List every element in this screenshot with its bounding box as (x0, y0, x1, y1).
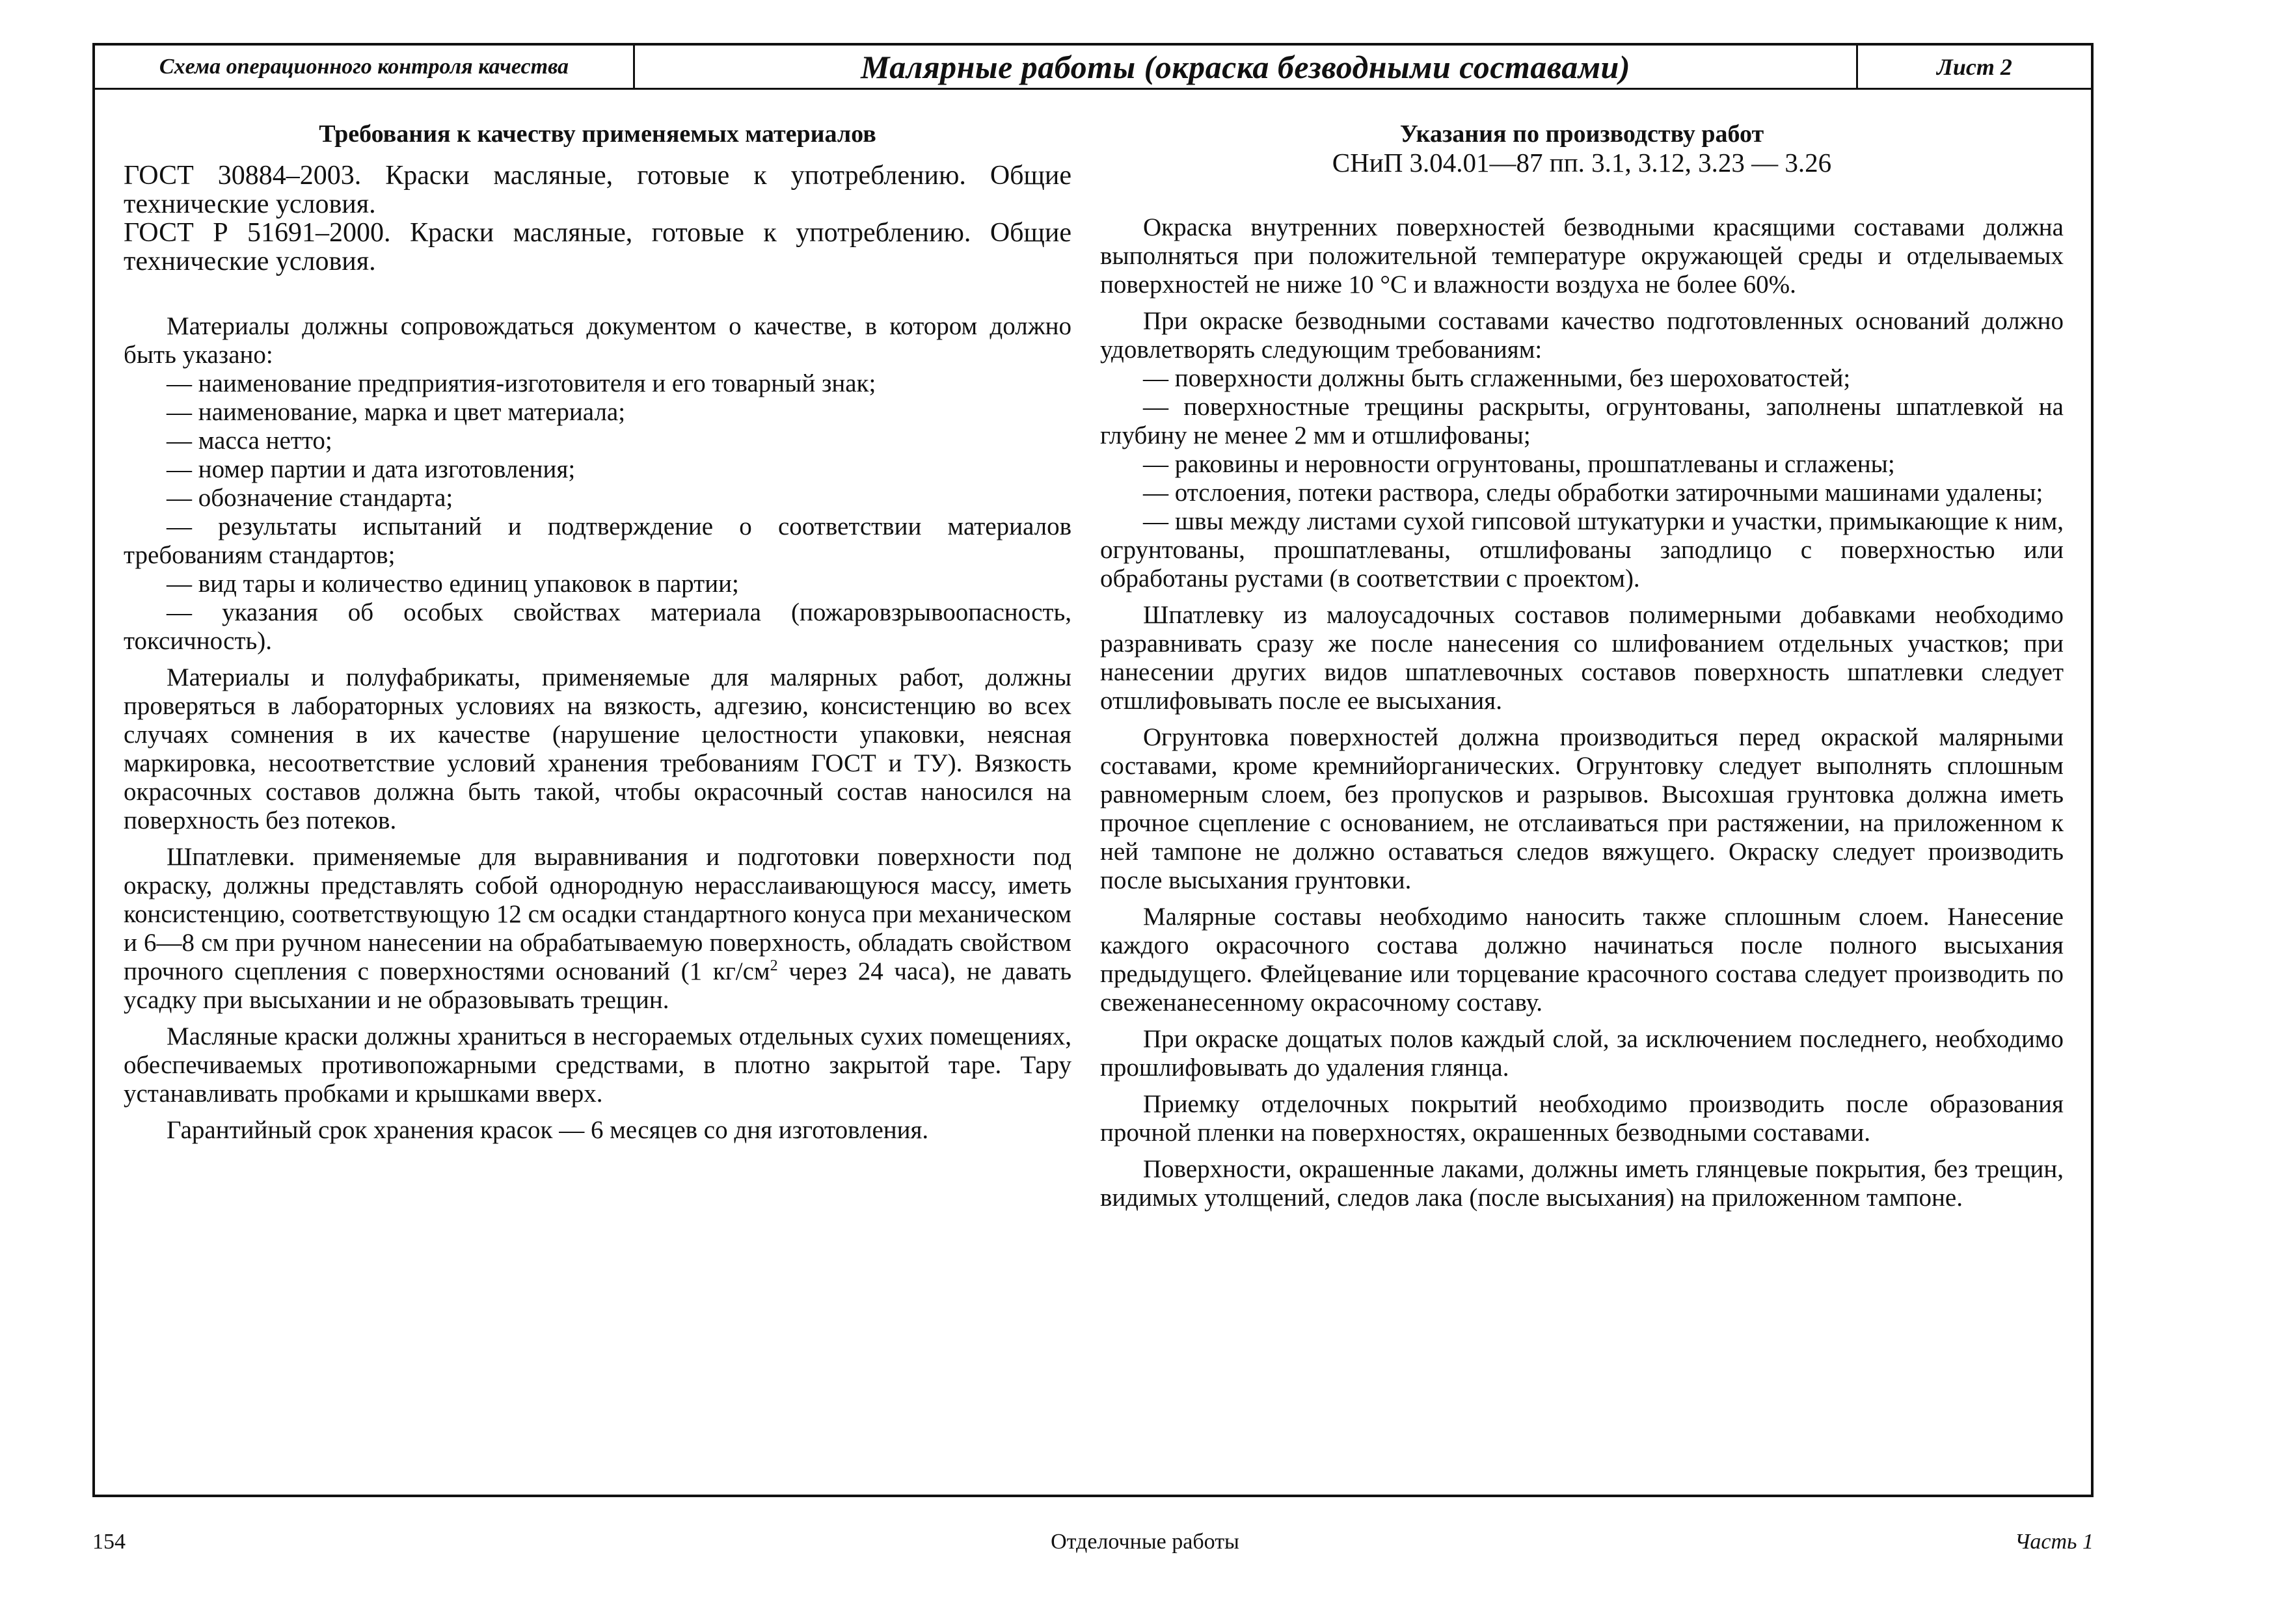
paragraph: Огрунтовка поверхностей должна производиться перед окраской малярными составами, кроме кремнийорганических. Огрунтовку следует выполнять сплошным равномерным слоем, без пропусков и разрывов. Высохшая грунтовка должна иметь прочное сцепление с основанием, не отслаиваться при растяжении, на приложенном к ней тампоне не должно оставаться следов вяжущего. Окраску следует производить после высыхания грунтовки. (1100, 723, 2064, 894)
paragraph: Материалы должны сопровождаться документом о качестве, в котором должно быть указано: (124, 312, 1071, 369)
list-item: — номер партии и дата изготовления; (167, 455, 576, 483)
paragraph-text: через 24 часа), не давать усадку при высыхании и не образовывать трещин. (124, 957, 1071, 1014)
paragraph: Малярные составы необходимо наносить также сплошным слоем. Нанесение каждого окрасочного состава должно начинаться после полного высыхания предыдущего. Флейцевание или торцевание красочного состава следует производить по свеженанесенному окрасочному составу. (1100, 903, 2064, 1017)
paragraph: Гарантийный срок хранения красок — 6 месяцев со дня изготовления. (167, 1116, 929, 1144)
list-item: — масса нетто; (167, 427, 332, 455)
list-item: — швы между листами сухой гипсовой штукатурки и участки, примыкающие к ним, огрунтованы, прошпатлеваны, отшлифованы заподлицо с поверхностью или обработаны рустами (в соответствии с проектом). (1100, 507, 2064, 592)
scheme-label: Схема операционного контроля качества (95, 46, 635, 88)
page-number: 154 (92, 1530, 126, 1554)
paragraph: Масляные краски должны храниться в несгораемых отдельных сухих помещениях, обеспечиваемых противопожарными средствами, в плотно закрытой таре. Тару устанавливать пробками и крышками вверх. (124, 1022, 1071, 1108)
paragraph: Приемку отделочных покрытий необходимо производить после образования прочной пленки на поверхностях, окрашенных безводными составами. (1100, 1090, 2064, 1147)
paragraph: Материалы и полуфабрикаты, применяемые для малярных работ, должны проверяться в лабораторных условиях на вязкость, адгезию, консистенцию во всех случаях сомнения в их качестве (нарушение целостности упаковки, неясная маркировка, несоответствие условий хранения требованиям ГОСТ и ТУ). Вязкость окрасочных составов должна быть такой, чтобы окрасочный состав наносился на поверхность без потеков. (124, 663, 1071, 834)
snip-reference: СНиП 3.04.01—87 пп. 3.1, 3.12, 3.23 — 3.26 (1332, 148, 1832, 178)
list-item: — результаты испытаний и подтверждение о соответствии материалов требованиям стандартов; (124, 512, 1071, 569)
superscript: 2 (770, 957, 778, 974)
paragraph: Поверхности, окрашенные лаками, должны иметь глянцевые покрытия, без трещин, видимых утолщений, следов лака (после высыхания) на приложенном тампоне. (1100, 1155, 2064, 1212)
list-item: — наименование, марка и цвет материала; (167, 398, 626, 426)
list-item: — обозначение стандарта; (167, 484, 453, 512)
gost-reference: ГОСТ Р 51691–2000. Краски масляные, готовые к употреблению. Общие технические условия. (124, 218, 1071, 276)
paragraph: При окраске дощатых полов каждый слой, за исключением последнего, необходимо прошлифовывать до удаления глянца. (1100, 1025, 2064, 1082)
right-column (1100, 120, 2064, 1212)
page-title: Малярные работы (окраска безводными составами) (635, 46, 1858, 88)
paragraph (124, 843, 1071, 1015)
footer-part: Часть 1 (2014, 1530, 2094, 1554)
list-item: — поверхности должны быть сглаженными, без шероховатостей; (1143, 364, 1851, 392)
page-frame (92, 43, 2094, 1497)
paragraph: Шпатлевку из малоусадочных составов полимерными добавками необходимо разравнивать сразу же после нанесения со шлифованием отдельных участков; при нанесении других видов шпатлевочных составов поверхность шпатлевки следует отшлифовывать после ее высыхания. (1100, 601, 2064, 715)
paragraph: При окраске безводными составами качество подготовленных оснований должно удовлетворять следующим требованиям: (1100, 307, 2064, 364)
left-column (124, 120, 1071, 1145)
list-item: — раковины и неровности огрунтованы, прошпатлеваны и сглажены; (1143, 450, 1895, 478)
footer-section: Отделочные работы (1051, 1530, 1239, 1554)
list-item: — вид тары и количество единиц упаковок в партии; (167, 570, 739, 598)
list-item: — наименование предприятия-изготовителя и его товарный знак; (167, 369, 876, 397)
sheet-number: Лист 2 (1937, 53, 2012, 80)
header-table (95, 46, 2091, 90)
materials-heading: Требования к качеству применяемых материалов (319, 120, 876, 148)
gost-reference: ГОСТ 30884–2003. Краски масляные, готовые к употреблению. Общие технические условия. (124, 161, 1071, 219)
paragraph-text: Шпатлевки. применяемые для выравнивания и подготовки поверхности под окраску, должны представлять собой однородную нерасслаивающуюся массу, иметь консистенцию, соответствующую 12 см осадки стандартного конуса при механическом и 6—8 см при ручном нанесении на обрабатываемую поверхность, обладать свойством прочного сцепления с поверхностями оснований (1 кг/см (124, 843, 1071, 985)
instructions-heading: Указания по производству работ (1399, 120, 1764, 148)
list-item: — указания об особых свойствах материала (пожаровзрывоопасность, токсичность). (124, 598, 1071, 655)
list-item: — поверхностные трещины раскрыты, огрунтованы, заполнены шпатлевкой на глубину не менее 2 мм и отшлифованы; (1100, 393, 2064, 449)
paragraph: Окраска внутренних поверхностей безводными красящими составами должна выполняться при положительной температуре окружающей среды и отделываемых поверхностей не ниже 10 °С и влажности воздуха не более 60%. (1100, 213, 2064, 299)
list-item: — отслоения, потеки раствора, следы обработки затирочными машинами удалены; (1143, 479, 2043, 507)
